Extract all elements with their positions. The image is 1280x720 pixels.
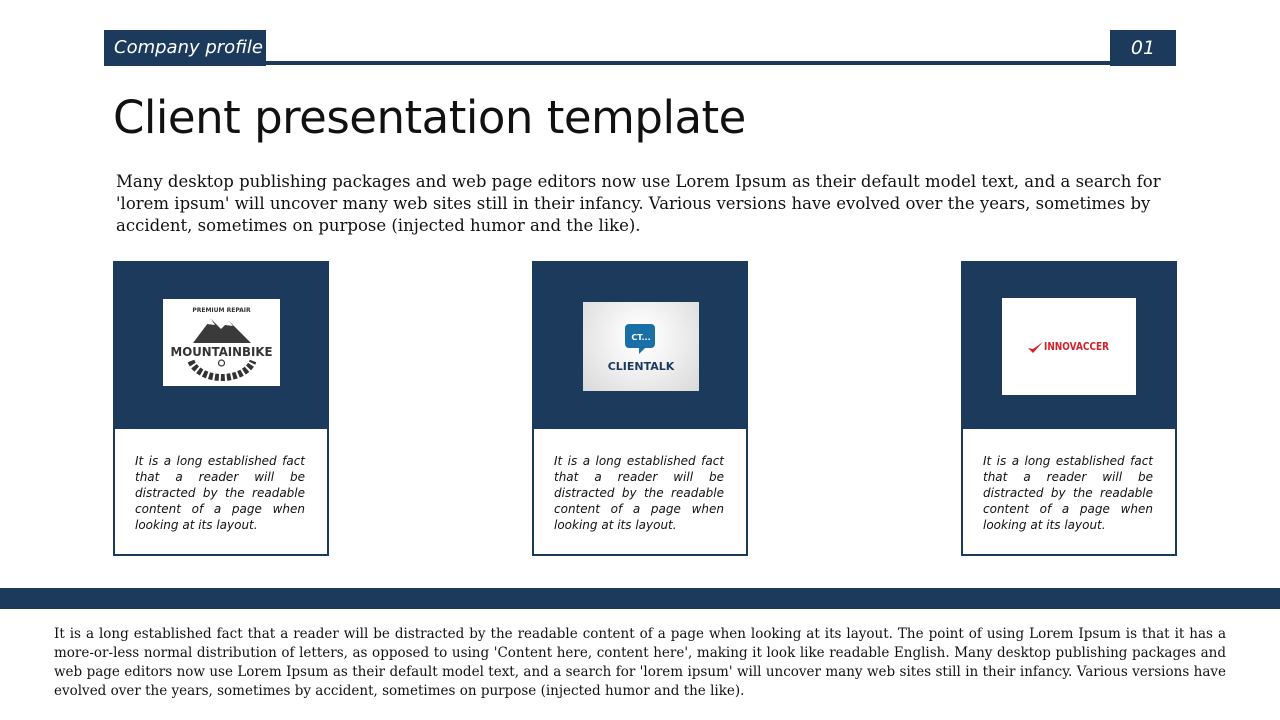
logo-main-text: MOUNTAINBIKE bbox=[170, 344, 273, 359]
header-divider bbox=[266, 61, 1110, 65]
footer-paragraph: It is a long established fact that a reader will be distracted by the readable content of a page when looking at its layout. The point of using Lorem Ipsum is that it has a more-or-less normal distribution of letters, as opposed to using 'Content here, content here', making it look like readable English. Many desktop publishing packages and web page editors now use Lorem Ipsum as their default model text, and a search for 'lorem ipsum' will uncover many web sites still in their infancy. Various versions have evolved over the years, sometimes by accident, sometimes on purpose (injected humor and the like). bbox=[54, 626, 1226, 699]
page-number: 01 bbox=[1110, 30, 1176, 66]
client-card-1 bbox=[113, 261, 329, 556]
page-title: Client presentation template bbox=[113, 91, 746, 144]
card-description: It is a long established fact that a reader will be distracted by the readable content of a page when looking at its layout. bbox=[554, 454, 724, 532]
card-description: It is a long established fact that a reader will be distracted by the readable content of a page when looking at its layout. bbox=[135, 454, 305, 532]
logo-bottom-text: ADVENTURE bbox=[207, 368, 236, 373]
client-card-3 bbox=[961, 261, 1177, 556]
logo-icon-text: CT... bbox=[631, 333, 651, 342]
card-description: It is a long established fact that a reader will be distracted by the readable content of a page when looking at its layout. bbox=[983, 454, 1153, 532]
logo-main-text: CLIENTALK bbox=[607, 360, 675, 373]
intro-paragraph: Many desktop publishing packages and web page editors now use Lorem Ipsum as their default model text, and a search for 'lorem ipsum' will uncover many web sites still in their infancy. Various versions have evolved over the years, sometimes by accident, sometimes on purpose (injected humor and the like). bbox=[116, 172, 1161, 235]
footer-bar bbox=[0, 588, 1280, 609]
mountainbike-logo bbox=[163, 299, 280, 386]
innovaccer-logo bbox=[1002, 298, 1136, 395]
clienttalk-logo bbox=[583, 302, 699, 391]
client-card-2 bbox=[532, 261, 748, 556]
logo-main-text: INNOVACCER bbox=[1044, 340, 1110, 353]
section-label: Company profile bbox=[104, 30, 266, 66]
logo-top-text: PREMIUM REPAIR bbox=[192, 307, 251, 314]
